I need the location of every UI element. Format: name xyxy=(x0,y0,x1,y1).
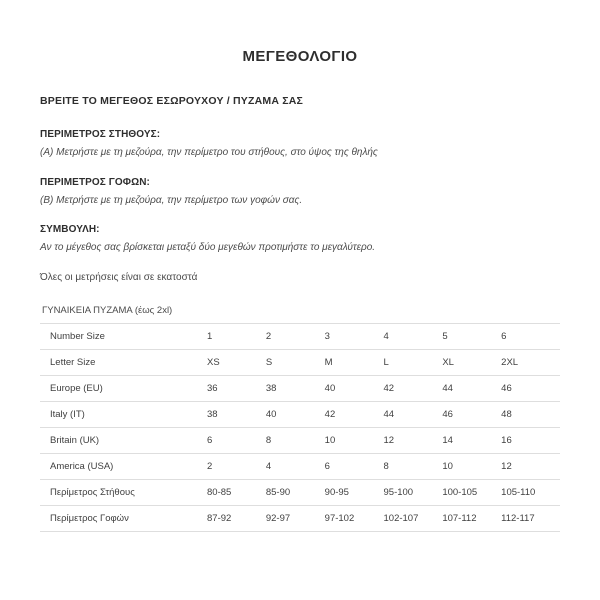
cell-value: 6 xyxy=(324,460,330,472)
cell-value: 95-100 xyxy=(383,486,414,498)
table-caption: ΓΥΝΑΙΚΕΙΑ ΠΥΖΑΜΑ (έως 2xl) xyxy=(42,304,173,316)
table-row xyxy=(40,453,560,479)
section-chest xyxy=(40,129,560,160)
cell-value: 12 xyxy=(501,460,512,472)
table-row xyxy=(40,505,560,531)
cell-value: 1 xyxy=(207,330,213,342)
cell-value: 6 xyxy=(501,330,507,342)
cell-value: 42 xyxy=(383,382,395,394)
cell-value: 38 xyxy=(265,382,277,394)
table-row xyxy=(40,479,560,505)
cell-value: 87-92 xyxy=(207,512,232,524)
cell-value: 6 xyxy=(207,434,213,446)
cell-value: 42 xyxy=(324,408,336,420)
cell-value: 40 xyxy=(324,382,336,394)
cell-value: 5 xyxy=(442,330,448,342)
cell-value: 112-117 xyxy=(501,512,535,524)
cell-value: 46 xyxy=(442,408,453,420)
cell-value: M xyxy=(324,356,333,368)
cell-value: 48 xyxy=(501,408,512,420)
cell-value: 2 xyxy=(265,330,272,342)
cell-value: L xyxy=(383,356,389,368)
cell-value: 107-112 xyxy=(442,512,477,524)
cell-value: 97-102 xyxy=(324,512,355,524)
cell-value: 38 xyxy=(207,408,218,420)
cell-value: 44 xyxy=(442,382,453,394)
size-table xyxy=(40,323,560,532)
measurement-units-note: Όλες οι μετρήσεις είναι σε εκατοστά xyxy=(40,271,198,283)
section-hips xyxy=(40,177,560,208)
cell-value: 2 xyxy=(207,460,213,472)
cell-value: 36 xyxy=(207,382,218,394)
table-row xyxy=(40,349,560,375)
cell-value: 46 xyxy=(501,382,512,394)
table-row xyxy=(40,375,560,401)
table-row xyxy=(40,401,560,427)
section-chest-body: (Α) Μετρήστε με τη μεζούρα, την περίμετρο του στήθους, στο ύψος της θηλής xyxy=(40,147,378,158)
section-tip-body: Αν το μέγεθος σας βρίσκεται μεταξύ δύο μεγεθών προτιμήστε το μεγαλύτερο. xyxy=(40,242,376,253)
cell-value: 8 xyxy=(265,434,272,446)
section-hips-heading: ΠΕΡΙΜΕΤΡΟΣ ΓΟΦΩΝ: xyxy=(40,176,150,188)
row-label: Περίμετρος Γοφών xyxy=(50,512,129,524)
row-label: Number Size xyxy=(50,330,105,342)
cell-value: 100-105 xyxy=(442,486,478,498)
row-label: Letter Size xyxy=(50,356,96,368)
section-tip-heading: ΣΥΜΒΟΥΛΗ: xyxy=(40,224,100,235)
row-label: Europe (EU) xyxy=(50,382,103,394)
row-label: Italy (IT) xyxy=(50,408,85,420)
section-hips-body: (Β) Μετρήστε με τη μεζούρα, την περίμετρο των γοφών σας. xyxy=(40,194,303,206)
cell-value: 10 xyxy=(324,434,336,446)
cell-value: 16 xyxy=(501,434,512,446)
table-row xyxy=(40,427,560,453)
cell-value: 44 xyxy=(383,408,395,420)
cell-value: 12 xyxy=(383,434,395,446)
page-subtitle: ΒΡΕΙΤΕ ΤΟ ΜΕΓΕΘΟΣ ΕΣΩΡΟΥΧΟΥ / ΠΥΖΑΜΑ ΣΑΣ xyxy=(40,95,304,107)
cell-value: XS xyxy=(207,356,220,368)
cell-value: 90-95 xyxy=(324,486,349,498)
row-label: Περίμετρος Στήθους xyxy=(50,486,135,498)
cell-value: 2XL xyxy=(501,356,519,368)
cell-value: 92-97 xyxy=(265,512,291,524)
row-label: America (USA) xyxy=(50,460,114,472)
cell-value: XL xyxy=(442,356,454,368)
cell-value: 4 xyxy=(383,330,389,342)
cell-value: 4 xyxy=(265,460,272,472)
section-tip xyxy=(40,224,560,255)
cell-value: 10 xyxy=(442,460,453,472)
row-label: Britain (UK) xyxy=(50,434,100,446)
section-chest-heading: ΠΕΡΙΜΕΤΡΟΣ ΣΤΗΘΟΥΣ: xyxy=(40,129,161,140)
cell-value: 80-85 xyxy=(207,486,232,498)
table-row xyxy=(40,323,560,349)
cell-value: 85-90 xyxy=(265,486,291,498)
cell-value: 102-107 xyxy=(383,512,419,524)
cell-value: S xyxy=(265,356,273,368)
cell-value: 3 xyxy=(324,330,330,342)
cell-value: 40 xyxy=(265,408,277,420)
cell-value: 8 xyxy=(383,460,389,472)
page-title: ΜΕΓΕΘΟΛΟΓΙΟ xyxy=(242,48,358,65)
cell-value: 105-110 xyxy=(501,486,536,498)
cell-value: 14 xyxy=(442,434,453,446)
